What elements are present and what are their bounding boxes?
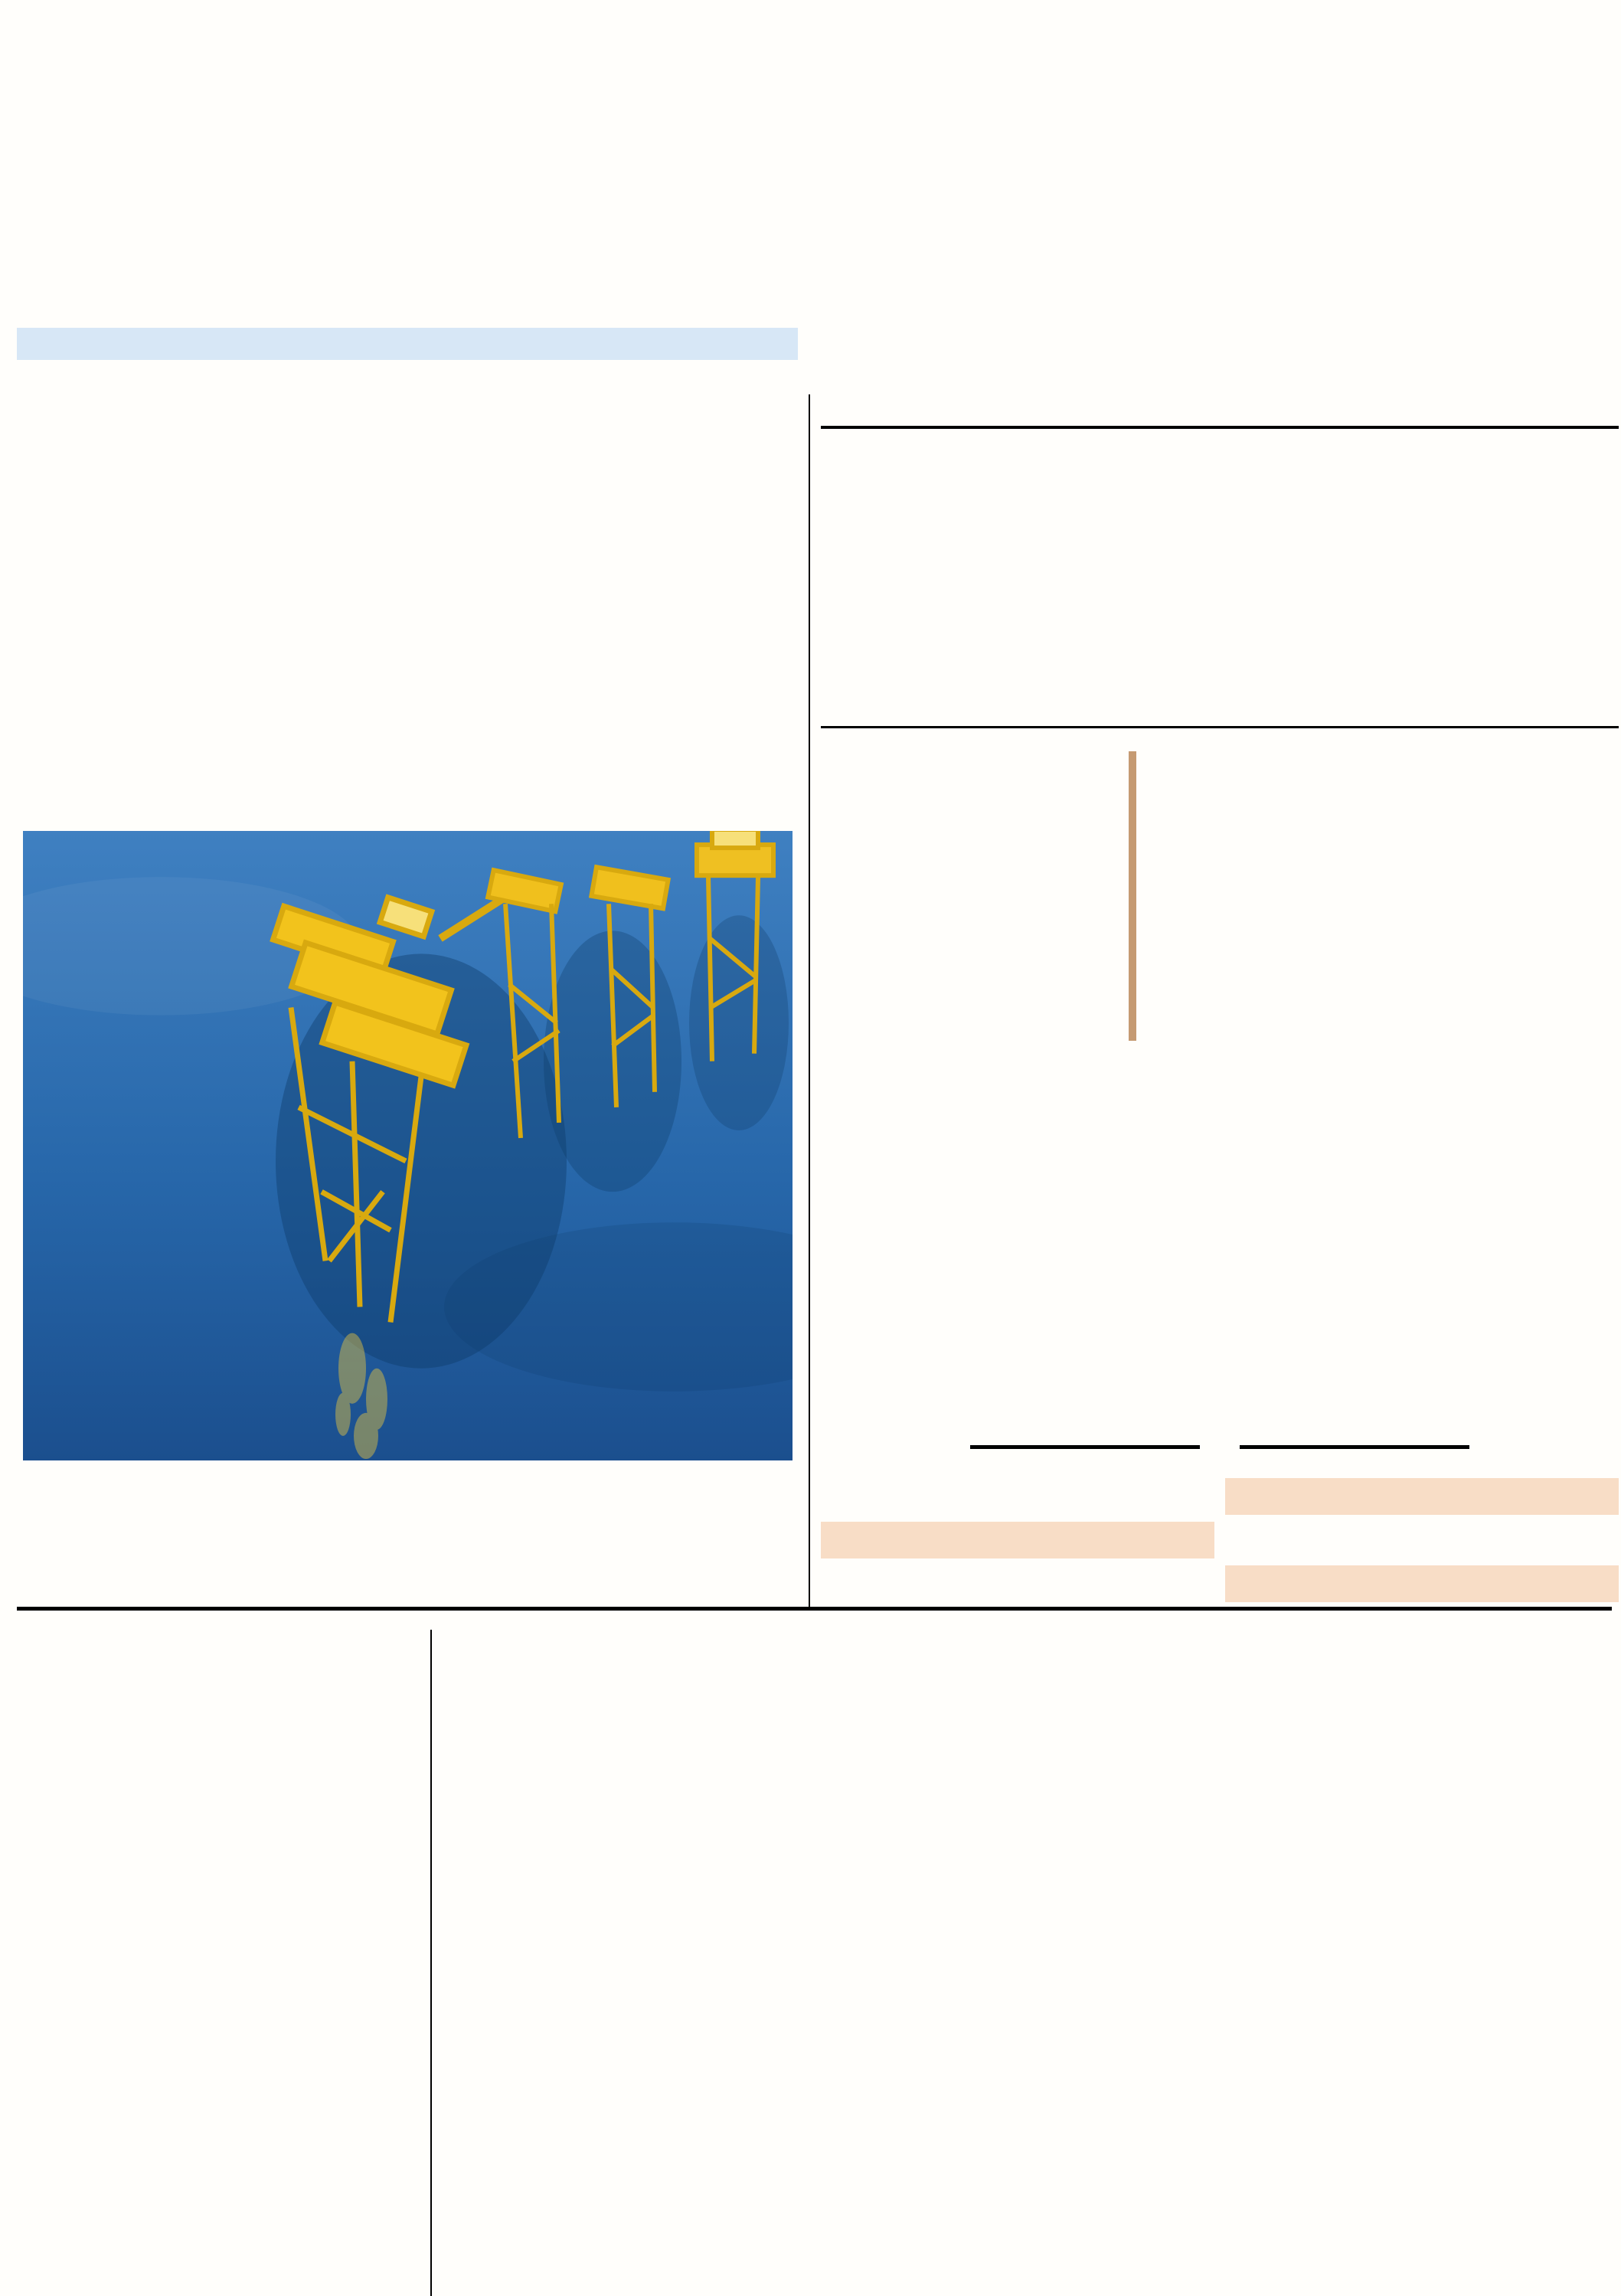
commentary-left-column: [821, 741, 1106, 1271]
commentary-right-column: [1340, 741, 1619, 1271]
commentary-vertical-headline: [1193, 736, 1274, 1335]
masthead-brand: [69, 11, 590, 240]
offshore-gas-platform-photo: [23, 831, 793, 1460]
lead-article-body: [20, 561, 796, 827]
delta-vertical-headline: [28, 1660, 123, 2296]
sports-column3: [1041, 1829, 1271, 2296]
reading-guide-title-row: [821, 1424, 1619, 1469]
sea-photo-illustration: [23, 831, 793, 1460]
reading-guide: [821, 1424, 1619, 1602]
topright-article-body: [821, 232, 1619, 390]
guide-item: [821, 1565, 1214, 1602]
sports-column2: [746, 1829, 1014, 2296]
culture-article-body: [821, 528, 1619, 695]
title-rule-left: [970, 1445, 1200, 1449]
commentary-bottom-right: [1296, 1283, 1617, 1413]
title-rule-right: [1240, 1445, 1469, 1449]
guide-item: [1225, 1565, 1619, 1602]
delta-article-body: [176, 1639, 397, 2296]
publication-info-bar: [17, 328, 798, 360]
guide-item: [1225, 1478, 1619, 1515]
commentary-label: [1123, 751, 1136, 1041]
sports-column4: [1337, 1817, 1619, 2296]
guide-item: [821, 1478, 1214, 1515]
guide-item: [1225, 1522, 1619, 1558]
commentary-label-bar: [1129, 751, 1136, 1041]
bottom-column-divider: [430, 1630, 432, 2296]
guide-item: [821, 1522, 1214, 1558]
sports-column1: [450, 1829, 718, 2296]
commentary-section: [821, 726, 1619, 1424]
reading-guide-grid: [821, 1478, 1619, 1602]
bottom-section-rule: [17, 1607, 1612, 1611]
column-divider-vertical: [809, 394, 810, 1607]
commentary-bottom-left: [821, 1283, 1188, 1413]
rule-above-culture: [821, 426, 1619, 429]
delta-vertical-subtitle: [127, 1836, 162, 2296]
sports-column4-narrow: [1478, 1636, 1620, 1809]
